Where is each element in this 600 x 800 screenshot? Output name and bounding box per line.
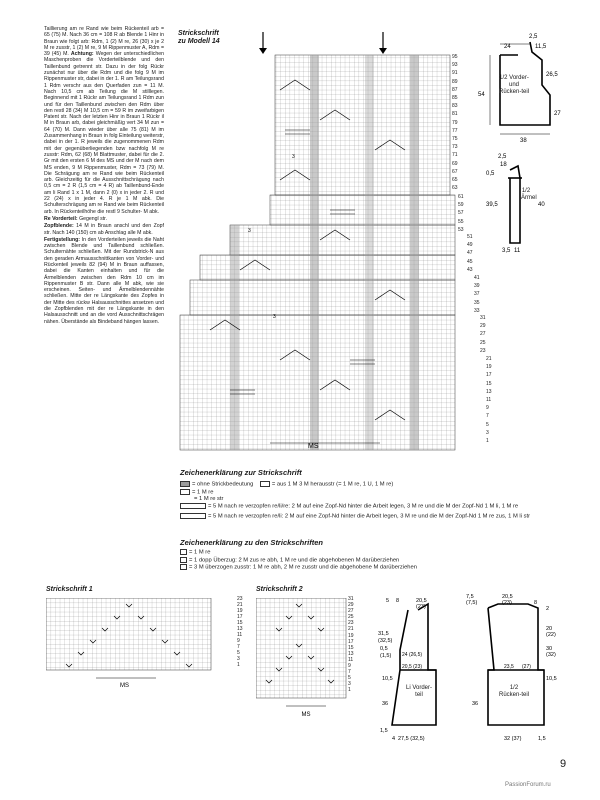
svg-text:18: 18 (500, 162, 507, 168)
legend-main-title: Zeichenerklärung zur Strickschrift (180, 468, 302, 477)
schema-sleeve-label: 1/2 Ärmel (521, 188, 537, 201)
svg-text:MS: MS (301, 712, 311, 718)
svg-text:4: 4 (392, 736, 396, 742)
triple-decrease-icon (180, 564, 187, 570)
legend-both: = 1 M re = 1 dopp Überzug: 2 M zus re abh, 1 M re und die abgehobenen M darüberziehen = 3 M überzogen zusstr: 1 M re abh, 2 M re zusstr und die abgehobene M darüberziehen (180, 549, 560, 572)
svg-text:8: 8 (396, 598, 400, 604)
schema-back-half (458, 590, 558, 750)
chart2-title: Strickschrift 2 (256, 586, 303, 593)
ms-label: MS (308, 443, 319, 450)
chart1-grid (46, 598, 236, 688)
svg-text:(23): (23) (502, 600, 512, 606)
main-chart-title: Strickschrift zu Modell 14 (178, 30, 220, 45)
main-chart-row-numbers-e: 31 29 27 25 23 (480, 315, 486, 354)
schema-left-front (378, 590, 458, 750)
svg-text:(27): (27) (522, 664, 531, 670)
svg-text:10,5: 10,5 (382, 676, 393, 682)
svg-text:24: 24 (504, 44, 511, 50)
cable-marker: 3 (292, 154, 295, 160)
main-chart-row-numbers-f: 21 19 17 15 13 11 9 7 5 3 1 (486, 356, 492, 445)
chart1-row-numbers: 23 21 19 17 15 13 11 9 7 5 3 1 (237, 596, 243, 668)
svg-text:38: 38 (520, 138, 527, 144)
chart-grid (180, 55, 455, 450)
svg-text:20: 20 (546, 626, 553, 632)
schema-front-label: Li Vorder-teil (405, 685, 432, 698)
paragraph-cable-band: Zopfblende: 14 M in Braun anschl und den Zopf str. Nach 140 (150) cm ab Anschlag alle M abk. (44, 223, 164, 236)
svg-text:2,5: 2,5 (498, 154, 507, 160)
chart2-row-numbers: 31 29 27 25 23 21 19 17 15 13 11 9 7 5 3 1 (348, 596, 354, 694)
svg-text:(32,5): (32,5) (378, 638, 393, 644)
svg-text:26,5: 26,5 (546, 72, 558, 78)
instructions-text (44, 26, 164, 546)
svg-text:40: 40 (538, 202, 545, 208)
svg-text:54: 54 (478, 92, 485, 98)
chart1-title: Strickschrift 1 (46, 586, 93, 593)
svg-text:2,5: 2,5 (529, 34, 538, 40)
svg-text:20,5: 20,5 (416, 598, 427, 604)
legend-main: = ohne Strickbedeutung = aus 1 M 3 M herausstr (= 1 M re, 1 U, 1 M re) = 1 M re = 1 M re str = 5 M nach re verzopfen re/li/re: 2 M auf eine Zopf-Nd hinter die Arbeit legen, 3 M re und die M der Zopf-Nd 1 M li, 1 M re = 5 M nach re verzopfen re/li: 2 M auf eine Zopf-Nd hinter die Arbeit legen, 3 M re und die M der Zopf-Nd 1 M re zus, 1 M li str (180, 481, 570, 520)
legend-both-title: Zeichenerklärung zu den Strickschriften (180, 538, 323, 547)
svg-text:23,5: 23,5 (504, 664, 514, 670)
schema-rear-label: 1/2 Rücken-teil (498, 685, 529, 698)
svg-text:39,5: 39,5 (486, 202, 498, 208)
svg-text:(32): (32) (546, 652, 556, 658)
svg-text:7,5: 7,5 (466, 594, 474, 600)
svg-text:11: 11 (514, 248, 521, 254)
schema-sleeve (478, 148, 568, 258)
svg-text:24 (26,5): 24 (26,5) (402, 652, 423, 658)
cable-marker: 3 (273, 314, 276, 320)
svg-text:20,5 (23): 20,5 (23) (402, 664, 423, 670)
svg-text:0,5: 0,5 (486, 171, 495, 177)
increase-box-icon (260, 481, 270, 487)
cable-cross-icon (180, 503, 206, 509)
double-decrease-icon (180, 557, 187, 563)
svg-text:3,5: 3,5 (502, 248, 511, 254)
main-chart-row-numbers-a: 95 93 91 89 87 85 83 81 79 77 75 73 71 69 67 65 63 (452, 54, 458, 192)
svg-text:36: 36 (472, 701, 479, 707)
arrow-down-icon-right (379, 32, 387, 54)
svg-text:(7,5): (7,5) (466, 600, 478, 606)
knit-box-icon (180, 489, 190, 495)
main-chart-row-numbers-d: 41 39 37 35 33 (474, 275, 480, 314)
svg-text:MS: MS (120, 683, 129, 688)
watermark-text: PassionForum.ru (505, 782, 551, 788)
svg-text:30: 30 (546, 646, 553, 652)
svg-text:31,5: 31,5 (378, 631, 389, 637)
main-chart-row-numbers-c: 51 49 47 45 43 (467, 234, 473, 273)
arrow-down-icon-left (259, 32, 267, 54)
svg-text:27,5 (32,5): 27,5 (32,5) (398, 736, 425, 742)
svg-text:(22): (22) (546, 632, 556, 638)
cable-cross-icon (180, 513, 206, 519)
svg-text:20,5: 20,5 (502, 594, 513, 600)
svg-text:5: 5 (386, 598, 390, 604)
cable-marker: 3 (248, 228, 251, 234)
main-chart (170, 30, 470, 470)
svg-text:(1,5): (1,5) (380, 653, 392, 659)
grey-box-icon (180, 481, 190, 487)
paragraph-right-front: Re Vorderteil: Gegengl str. (44, 215, 108, 222)
knit-box-icon (180, 549, 187, 555)
paragraph-finishing: Fertigstellung: In den Vorderteilen jeweils die Naht zwischen Blende und Taillenbund schließen. Schulternähte schließen. Mit der Rundstrick-N aus den geraden Armausschnittkanten von Vorder- und Rückenteil jeweils 82 (94) M in Braun auffassen, dabei die Kanten einhalten und für die Ärmelblenden zwischen den Rdm 10 cm im Rippenmuster B str. Dann alle M abk, wie sie erscheinen. Seiten- und Ärmelblendennähte schließen. Mitte der re Längskante des Zopfes in der Mitte des rückw Halsausschnittes ansetzen und die Zopfblenden mit der re Längskante in den Halsausschnitt und an die vord Ausschnittschrägen nähen. Überstände als Bindeband hängen lassen. (44, 236, 164, 325)
paragraph-intro: Taillierung am re Rand wie beim Rückenteil arb = 65 (75) M. Nach 36 cm = 108 R ab Blende 1 Hinr in Braun wie folgt arb: Rdm, 1 (2) M re, 26 (30) x je 2 M re zusstr, 1 (2) M re, 9 M Rippenmuster A, Rdm = 39 (45) M. Achtung: Wegen der unterschiedlichen Maschenproben die Vorderteilblende und den Taillenbund getrennt str. Dazu in der folg Rückr zunächst nur über die Rdm und die folg 9 M im Rippenmuster str, dabei in der 1. R am Teilungsrand 1 Rdm verschr aus den Querfaden zun = 11 M. Nach 10,5 cm ab Teilung die M stilllegen. Beginnend mit 1 Rückr am Teilungsrand 1 Rdm zun und für den Taillenbund zwischen den Rdm über den restl 28 (34) M 10,5 cm = 59 R im zweifarbigen Patent str. Nach der letzten Hinr in Braun 1 Rückr il M in Braun arb, dabei gleichmäßig vert 34 M zun = 64 (70) M. Dann wieder über alle 75 (81) M im Zusammenhang in Braun in folg Einteilung weiterstr, dabei in der 1. R jeweils die zugenommenen Rdm mit der gegenüberliegenden bzw nachfolg M re zusstr: Rdm, 62 (68) M Blattmuster, dabei für die 2. Gr mit den ersten 6 M des MS und der M nach dem MS enden, 9 M Rippenmuster, Rdm = 73 (79) M. Die Schrägung am re Rand wie beim Rückenteil arb. Gleichzeitig für die Ausschnittschrägung nach 0,5 cm = 2 R (1,5 cm = 4 R) ab Taillenbund-Ende am li Rand 1 x 1 M, dann 2 (0) x in jeder 2. R und 22 (24) x in jeder 4. R je 1 M abk. Die Schulterschrägung am re Rand wie beim Rückenteil arb. In Rückenteilhöhe die restl 9 Schulter- M abk. (44, 26, 164, 215)
svg-text:36: 36 (382, 701, 389, 707)
svg-text:32 (37): 32 (37) (504, 736, 522, 742)
main-chart-row-numbers-b: 61 59 57 55 53 (458, 194, 464, 233)
page-number: 9 (560, 758, 567, 770)
svg-text:10,5: 10,5 (546, 676, 557, 682)
svg-text:1,5: 1,5 (380, 728, 388, 734)
svg-text:2: 2 (546, 606, 550, 612)
svg-text:1,5: 1,5 (538, 736, 546, 742)
svg-text:11,5: 11,5 (535, 44, 547, 50)
schema-back-label: 1/2 Vorder- und Rücken-teil (498, 75, 529, 95)
svg-text:8: 8 (534, 600, 538, 606)
svg-text:0,5: 0,5 (380, 646, 388, 652)
svg-text:27: 27 (554, 111, 561, 117)
svg-text:(23): (23) (416, 604, 426, 610)
chart2-grid (256, 598, 356, 718)
